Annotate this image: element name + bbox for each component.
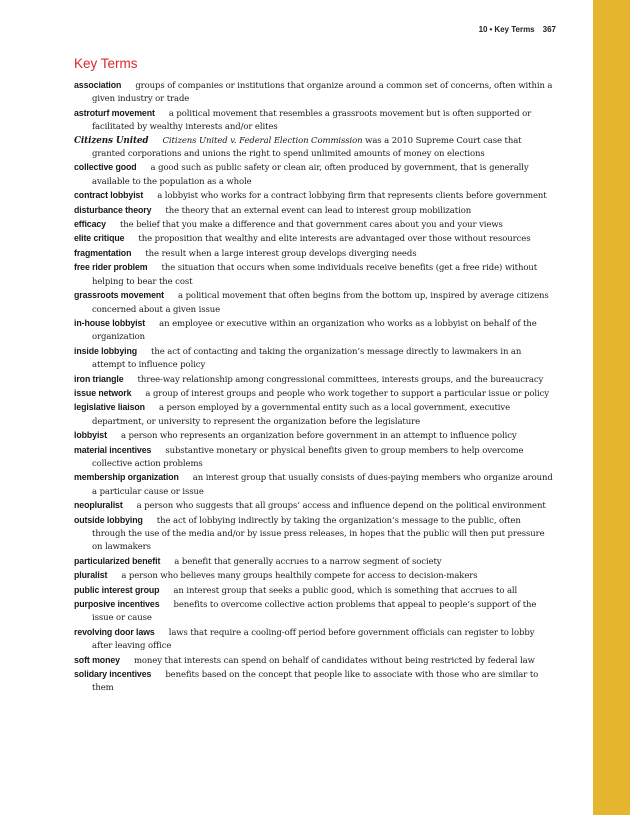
glossary-term: fragmentation: [74, 247, 132, 258]
glossary-entry: [74, 317, 556, 345]
glossary-entry: [74, 429, 556, 443]
glossary-entry: [74, 514, 556, 555]
running-head: [479, 25, 556, 34]
section-name: Key Terms: [494, 25, 535, 34]
glossary-definition: was a 2010 Supreme Court case that granted corporations and unions the right to spend unlimited amounts of money on elections: [92, 135, 522, 160]
glossary-entry: [74, 161, 556, 189]
glossary-entry: [74, 401, 556, 429]
glossary-term: neopluralist: [74, 500, 123, 511]
glossary-definition: the situation that occurs when some individuals receive benefits (get a free ride) without helping to bear the cost: [92, 263, 538, 287]
glossary-entry: [74, 135, 556, 162]
glossary-definition: the proposition that wealthy and elite interests are advantaged over those without resources: [138, 234, 531, 245]
glossary-definition: a good such as public safety or clean air, often produced by government, that is generally available to the population as a whole: [92, 163, 529, 187]
glossary-entry: [74, 654, 556, 668]
glossary-entry: [74, 261, 556, 289]
glossary-definition: a person who represents an organization before government in an attempt to influence policy: [120, 431, 517, 442]
glossary-entry: [74, 668, 556, 696]
glossary-entry: [74, 373, 556, 387]
glossary-definition: an interest group that usually consists of dues-paying members who organize around a particular cause or issue: [92, 473, 553, 497]
glossary-entry: [74, 345, 556, 373]
case-name: Citizens United v. Federal Election Commission: [162, 135, 363, 146]
glossary-term: inside lobbying: [74, 345, 138, 356]
glossary-entry: [74, 626, 556, 654]
glossary-list: [74, 79, 556, 696]
glossary-term: iron triangle: [74, 373, 124, 384]
glossary-term: elite critique: [74, 233, 125, 244]
glossary-definition: groups of companies or institutions that organize around a common set of concerns, often within a given industry or trade: [92, 81, 553, 105]
glossary-term: disturbance theory: [74, 204, 152, 215]
glossary-entry: [74, 471, 556, 499]
glossary-definition: a benefit that generally accrues to a narrow segment of society: [174, 556, 442, 567]
glossary-term: association: [74, 80, 122, 90]
glossary-entry: [74, 499, 556, 513]
glossary-definition: benefits based on the concept that people like to associate with those who are similar to them: [92, 670, 539, 694]
glossary-definition: a lobbyist who works for a contract lobbying firm that represents clients before government: [157, 191, 547, 202]
glossary-definition: a person employed by a governmental entity such as a local government, executive department, or university to represent the organization before the legislature: [92, 403, 511, 427]
glossary-entry: [74, 189, 556, 203]
glossary-term: material incentives: [74, 444, 152, 455]
glossary-definition: the result when a large interest group develops diverging needs: [145, 248, 417, 259]
glossary-definition: money that interests can spend on behalf of candidates without being restricted by federal law: [133, 655, 535, 666]
glossary-definition: a group of interest groups and people who work together to support a particular issue or policy: [145, 388, 550, 399]
glossary-definition: the theory that an external event can lead to interest group mobilization: [165, 205, 472, 216]
glossary-definition: laws that require a cooling-off period before government officials can register to lobby after leaving office: [92, 627, 535, 652]
header-separator: •: [489, 25, 493, 34]
glossary-term: legislative liaison: [74, 402, 145, 413]
glossary-term: collective good: [74, 162, 137, 173]
page-number: 367: [542, 25, 556, 34]
glossary-term: lobbyist: [74, 430, 107, 441]
glossary-definition: the act of lobbying indirectly by taking the organization’s message to the public, often through the use of the media and/or by issue press releases, in hopes that the public will then put pressure on lawmakers: [92, 515, 545, 553]
glossary-term: astroturf movement: [74, 107, 155, 118]
glossary-term: soft money: [74, 654, 120, 665]
glossary-term: particularized benefit: [74, 555, 161, 566]
glossary-definition: a person who suggests that all groups’ access and influence depend on the political environment: [136, 501, 546, 512]
glossary-definition: three-way relationship among congressional committees, interests groups, and the bureaucracy: [137, 374, 544, 385]
glossary-entry: [74, 107, 556, 135]
glossary-entry: [74, 79, 556, 107]
glossary-term: contract lobbyist: [74, 190, 144, 201]
glossary-entry: [74, 584, 556, 598]
glossary-term: solidary incentives: [74, 669, 152, 680]
glossary-entry: [74, 598, 556, 626]
glossary-entry: [74, 247, 556, 261]
side-color-bar: [593, 0, 630, 815]
glossary-entry: [74, 387, 556, 401]
glossary-entry: [74, 232, 556, 246]
glossary-term: Citizens United: [74, 135, 149, 146]
glossary-definition: an interest group that seeks a public good, which is something that accrues to all: [173, 585, 518, 596]
glossary-definition: benefits to overcome collective action problems that appeal to people’s support of the issue or cause: [92, 600, 537, 624]
glossary-term: revolving door laws: [74, 626, 155, 637]
glossary-term: pluralist: [74, 570, 108, 581]
glossary-term: issue network: [74, 387, 132, 398]
glossary-term: efficacy: [74, 219, 106, 230]
glossary-entry: [74, 444, 556, 472]
glossary-definition: a political movement that often begins from the bottom up, inspired by average citizens concerned about a given issue: [92, 291, 549, 315]
glossary-entry: [74, 555, 556, 569]
glossary-term: grassroots movement: [74, 290, 165, 301]
page-title: Key Terms: [74, 56, 138, 71]
glossary-term: outside lobbying: [74, 514, 143, 525]
glossary-entry: [74, 218, 556, 232]
glossary-definition: the act of contacting and taking the organization’s message directly to lawmakers in an attempt to influence policy: [92, 346, 522, 371]
glossary-definition: substantive monetary or physical benefits given to group members to help overcome collective action problems: [92, 445, 524, 469]
glossary-term: public interest group: [74, 584, 160, 595]
glossary-term: in-house lobbyist: [74, 317, 146, 328]
glossary-entry: [74, 289, 556, 317]
glossary-entry: [74, 204, 556, 218]
glossary-term: free rider problem: [74, 262, 148, 273]
glossary-entry: [74, 569, 556, 583]
glossary-term: membership organization: [74, 472, 179, 483]
glossary-definition: a political movement that resembles a grassroots movement but is often supported or facilitated by wealthy interests and/or elites: [92, 108, 532, 133]
glossary-definition: a person who believes many groups healthily compete for access to decision-makers: [121, 571, 478, 582]
glossary-definition: the belief that you make a difference and that government cares about you and your views: [119, 220, 503, 231]
glossary-definition: an employee or executive within an organization who works as a lobbyist on behalf of the organization: [92, 318, 537, 343]
glossary-term: purposive incentives: [74, 599, 160, 610]
chapter-number: 10: [478, 25, 488, 34]
